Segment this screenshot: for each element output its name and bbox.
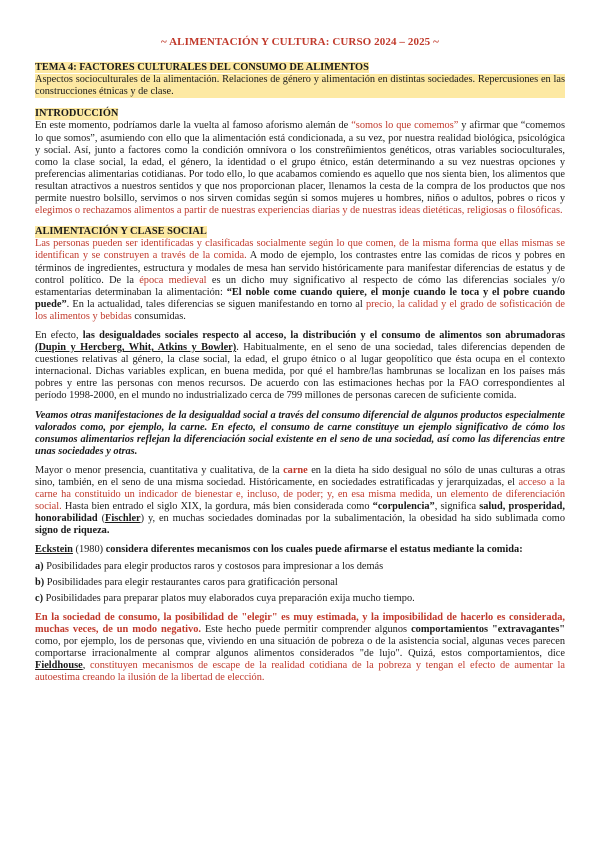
list-item (35, 593, 565, 605)
clase-p1-red3: precio, la calidad y el grado de sofisticación de los alimentos y bebidas (35, 298, 565, 322)
clase-p4-corpulencia: “corpulencia” (372, 501, 435, 513)
clase-p4-b: en la dieta ha sido desigual no sólo de unas culturas a otras sino, también, en el seno de una misma sociedad. Históricamente, en sociedades estratificadas y jerarquizadas, el (35, 464, 565, 488)
intro-text-a: En este momento, podríamos darle la vuelta al famoso aforismo alemán de (35, 120, 352, 132)
list-item (35, 561, 565, 573)
clase-p4-red: acceso a la carne ha constituido un indicador de bienestar e, incluso, de poder; y, en esa misma medida, un elemento de diferenciación social. (35, 477, 565, 513)
topic-heading: TEMA 4: FACTORES CULTURALES DEL CONSUMO DE ALIMENTOS (35, 62, 369, 74)
clase-p1-red: Las personas pueden ser identificadas y clasificadas socialmente según lo que comen, de la misma forma que ellas mismas se identifican y se construyen a través de la comida. (35, 238, 565, 262)
clase-paragraph-3: Veamos otras manifestaciones de la desigualdad social a través del consumo diferencial de algunos productos especialmente valorados como, por ejemplo, la carne. En efecto, el consumo de carne constituye un ejemplo significativo de cómo los consumos alimentarios reflejan la diferenciación social existente en el seno de una sociedad, así como las diferencias entre unas sociedades y otras. (35, 409, 565, 457)
mechanisms-list (35, 561, 565, 605)
list-marker: b) (35, 576, 45, 588)
clase-paragraph-4: Mayor o menor presencia, cuantitativa y cualitativa, de la carne en la dieta ha sido desigual no sólo de unas culturas a otras sino, también, en el seno de una misma sociedad. Históricamente, en sociedades estratificadas y jerarquizadas, el acceso a la carne ha constituido un indicador de bienestar e, incluso, de poder; y, en esa misma medida, un elemento de diferenciación social. Hasta bien entrado el siglo XIX, la gordura, más bien considerada como “corpulencia”, significa salud, prosperidad, honorabilidad (Fischler) y, en muchas sociedades dominadas por la subalimentación, la obesidad ha sido sublimada como signo de riqueza. (35, 464, 565, 537)
clase-p4-citation: Fischler (105, 513, 141, 525)
clase-p1-quote: “El noble come cuando quiere, el monje cuando le toca y el pobre cuando puede” (35, 286, 566, 310)
clase-p1-red2: época medieval (139, 274, 207, 286)
clase-p6-citation: Fieldhouse (35, 660, 83, 672)
intro-paragraph (35, 120, 565, 217)
clase-p5-author: Eckstein (35, 544, 73, 556)
clase-paragraph-2 (35, 330, 565, 403)
topic-subtitle: Aspectos socioculturales de la alimentación. Relaciones de género y alimentación en distintas sociedades. Repercusiones en las construcciones étnicas y de clase. (35, 74, 565, 98)
clase-p2-b: . Habitualmente, en el seno de una sociedad, tales diferencias dependen de cuestiones relativas al género, la clase social, la edad, el grupo étnico o al lugar geopolítico que ésta ocupa en el contexto internacional. Dichas variables explican, en buena medida, por qué el hambre/las hambrunas se localizan en los países más pobres y entre las personas con menos recursos. De acuerdo con las estimaciones hechas por la FAO correspondientes al período 1998-2000, en el mundo no industrializado cerca de 799 millones de personas carecen de suficiente comida. (35, 342, 566, 402)
list-marker: a) (35, 560, 44, 572)
list-item-text: Posibilidades para elegir productos raros y costosos para impresionar a los demás (46, 560, 384, 572)
list-item-text: Posibilidades para elegir restaurantes caros para gratificación personal (46, 576, 338, 588)
clase-p2-a: En efecto, (35, 329, 83, 341)
clase-p5-year: (1980) (72, 544, 106, 556)
intro-heading: INTRODUCCIÓN (35, 108, 119, 120)
intro-red-text: elegimos o rechazamos alimentos a partir de nuestras experiencias diarias y de nuestras ideas dietéticas, religiosas o filosóficas. (35, 205, 563, 217)
clase-p4-c: Hasta bien entrado el siglo XIX, la gordura, más bien considerada como (61, 501, 373, 513)
clase-heading: ALIMENTACIÓN Y CLASE SOCIAL (35, 226, 207, 238)
intro-text-b: y afirmar que “comemos lo que somos”, asumiendo con ello que la alimentación está condicionada, a su vez, por nuestra realidad biológica, psicológica y social. Así, junto a factores como la condición omnívora o los constreñimientos genéticos, otras variables socioculturales, como la clase social, la edad, el género, la identidad o el grupo étnico, están determinando a su vez nuestras opciones y preferencias alimentarias cotidianas. Por todo ello, lo que acabamos comiendo es aquello que nos sienta bien, los alimentos que resultan atractivos a nuestros sentidos y que nos proporcionan placer, llenamos la cesta de la compra de los productos que nos permite nuestro bolsillo, servimos o nos sirven comidas según si somos mujeres u hombres, niños o adultos, pobres o ricos y (35, 120, 565, 205)
clase-p4-bold: salud, prosperidad, honorabilidad (35, 501, 565, 525)
clase-p4-a: Mayor o menor presencia, cuantitativa y cualitativa, de la (35, 464, 284, 476)
clase-paragraph-6 (35, 612, 565, 685)
clase-p4-d: , significa (434, 501, 480, 513)
clase-p5-bold: considera diferentes mecanismos con los cuales puede afirmarse el estatus mediante la comida: (105, 544, 523, 556)
clase-p1-a: A modo de ejemplo, los contrastes entre las comidas de ricos y pobres en términos de ingredientes, estructura y modales de mesa han servido históricamente para manifestar diferencias de estatus y de control político. De la (35, 250, 565, 286)
clase-p4-carne: carne (283, 464, 308, 476)
clase-p4-e: y, en muchas sociedades dominadas por la subalimentación, la obesidad ha sido sublimada como (144, 513, 565, 525)
intro-section (35, 108, 565, 217)
clase-p6-bold: comportamientos "extravagantes" (411, 623, 566, 635)
clase-p2-citation: (Dupin y Hercberg, Whit, Atkins y Bowler) (35, 342, 237, 354)
clase-p1-c: . En la actualidad, tales diferencias se siguen manifestando en torno al (66, 298, 366, 310)
intro-quote: “somos lo que comemos” (351, 120, 459, 132)
clase-p6-red: En la sociedad de consumo, la posibilidad de "elegir" es muy estimada, y la imposibilidad de hacerlo es considerada, muchas veces, de un modo negativo. (35, 611, 565, 635)
list-marker: c) (35, 592, 44, 604)
clase-p4-bold2: signo de riqueza. (35, 525, 110, 537)
document-title: ~ ALIMENTACIÓN Y CULTURA: CURSO 2024 – 2025 ~ (161, 36, 439, 48)
topic-block (35, 62, 565, 98)
clase-p6-b: como, por ejemplo, los de personas que, viviendo en una situación de pobreza o de la asistencia social, algunas veces parecen comportarse irracionalmente al comprar algunos alimentos considerados "de lujo". Quizá, estos comportamientos, dice (35, 636, 565, 660)
list-item-text: Posibilidades para preparar platos muy elaborados cuya preparación exija mucho tiempo. (45, 592, 415, 604)
clase-section (35, 226, 565, 684)
list-item (35, 577, 565, 589)
clase-p2-bold: las desigualdades sociales respecto al acceso, la distribución y el consumo de alimentos son abrumadoras (82, 329, 565, 341)
clase-p6-red2: constituyen mecanismos de escape de la realidad cotidiana de la pobreza y tengan el efecto de aumentar la autoestima creando la ilusión de la libertad de elección. (35, 660, 565, 684)
clase-p6-a: Este hecho puede permitir comprender algunos (200, 623, 412, 635)
clase-p1-d: consumidas. (131, 310, 186, 322)
clase-paragraph-5 (35, 544, 565, 556)
clase-paragraph-1 (35, 238, 565, 323)
clase-p1-b: es un dicho muy significativo al respecto de cómo las diferencias sociales y/o estamentarias determinaban la alimentación: (35, 274, 565, 298)
clase-p6-c: , (82, 660, 90, 672)
